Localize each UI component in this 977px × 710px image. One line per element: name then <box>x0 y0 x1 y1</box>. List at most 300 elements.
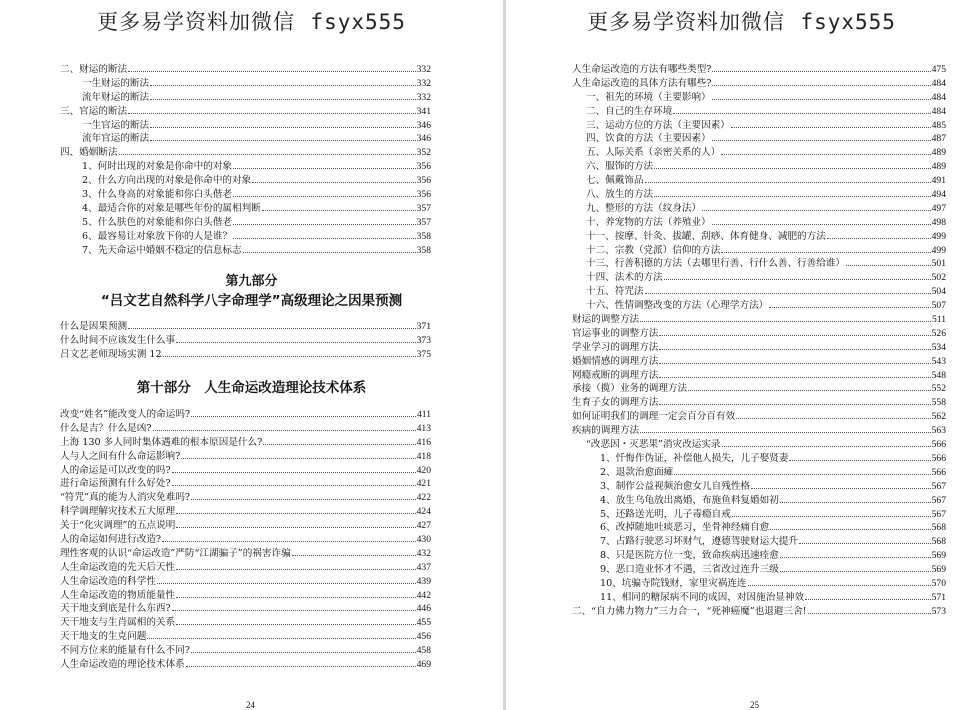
toc-entry-title: 2、什么方向出现的对象是你命中的对象 <box>82 175 252 187</box>
toc-entry <box>572 452 946 466</box>
toc-section-methods <box>572 63 946 619</box>
toc-entry <box>60 477 431 491</box>
dot-leader <box>150 127 415 128</box>
toc-entry-title: 二、自己的生存环境 <box>586 105 673 117</box>
toc-entry-page: 358 <box>416 244 431 256</box>
toc-section-part10 <box>60 408 431 672</box>
toc-entry-page: 357 <box>416 202 431 214</box>
toc-entry <box>572 174 946 188</box>
dot-leader <box>654 196 930 197</box>
toc-entry <box>60 216 431 230</box>
toc-entry <box>60 202 431 216</box>
dot-leader <box>150 140 415 141</box>
toc-entry <box>60 244 431 258</box>
dot-leader <box>128 71 415 72</box>
toc-entry <box>572 188 946 202</box>
toc-entry-page: 498 <box>931 216 946 228</box>
toc-entry <box>572 577 946 591</box>
toc-entry-page: 430 <box>416 534 431 546</box>
toc-entry-page: 446 <box>416 603 431 615</box>
toc-entry-page: 491 <box>931 175 946 187</box>
toc-entry-page: 356 <box>416 189 431 201</box>
dot-leader <box>162 541 416 542</box>
toc-entry <box>572 591 946 605</box>
toc-entry <box>60 188 431 202</box>
dot-leader <box>172 472 416 473</box>
toc-entry-page: 411 <box>416 409 431 420</box>
dot-leader <box>191 499 416 500</box>
toc-entry <box>572 160 946 174</box>
toc-entry-title: 理性客观的认识“命运改造”严防“江湖骗子”的祸害诈骗 <box>60 547 291 559</box>
dot-leader <box>147 638 415 639</box>
dot-leader <box>664 279 931 280</box>
dot-leader <box>176 569 415 570</box>
dot-leader <box>827 238 931 239</box>
toc-entry-page: 484 <box>931 77 946 89</box>
toc-entry <box>572 132 946 146</box>
dot-leader <box>252 182 415 183</box>
toc-entry-page: 499 <box>931 244 946 256</box>
toc-entry-title: 人与人之间有什么命运影响? <box>60 450 181 462</box>
toc-entry <box>572 424 946 438</box>
toc-entry <box>572 327 946 341</box>
dot-leader <box>128 328 415 329</box>
toc-entry-title: 三、官运的断法 <box>60 105 128 117</box>
toc-entry-page: 566 <box>931 466 946 478</box>
toc-entry-title: 人生命运改造的理论技术体系 <box>60 659 185 671</box>
toc-entry <box>572 77 946 91</box>
toc-entry <box>572 521 946 535</box>
toc-section-part9 <box>60 320 431 362</box>
toc-entry-title: 5、什么肤色的对象能和你白头偕老 <box>82 216 233 228</box>
dot-leader <box>659 377 930 378</box>
toc-entry-title: 6、改掉随地吐痰恶习，坐骨神经痛自愈 <box>600 522 770 534</box>
toc-entry-page: 568 <box>931 536 946 548</box>
toc-entry-title: 一生官运的断法 <box>82 119 150 131</box>
toc-entry-title: 吕文艺老师现场实测 12 <box>60 348 162 360</box>
toc-entry-page: 416 <box>416 436 431 448</box>
toc-entry <box>60 464 431 478</box>
toc-entry-page: 567 <box>931 508 946 520</box>
dot-leader <box>712 224 931 225</box>
dot-leader <box>263 444 415 445</box>
toc-entry-title: 十六、性情调整改变的方法（心理学方法） <box>586 300 769 312</box>
dot-leader <box>233 224 416 225</box>
dot-leader <box>659 363 930 364</box>
toc-entry-page: 422 <box>416 492 431 504</box>
dot-leader <box>673 113 930 114</box>
dot-leader <box>128 113 415 114</box>
toc-entry-title: 5、还路送光明，儿子毒瘾自戒 <box>600 508 731 520</box>
dot-leader <box>808 613 931 614</box>
toc-entry-page: 487 <box>931 133 946 145</box>
toc-entry-title: 关于“化灾调理”的五点说明 <box>60 520 176 532</box>
toc-entry <box>60 616 431 630</box>
toc-entry <box>572 119 946 133</box>
toc-entry <box>60 146 431 160</box>
toc-entry-title: 人生命运改造的具体方法有哪些? <box>572 77 712 89</box>
toc-entry <box>60 334 431 348</box>
toc-entry-page: 332 <box>416 64 431 75</box>
toc-entry <box>60 519 431 533</box>
dot-leader <box>176 624 415 625</box>
toc-entry-page: 552 <box>931 383 946 395</box>
toc-entry <box>572 438 946 452</box>
toc-entry-title: 1、忏悔作伪证，补偿他人损失，儿子娶贤妻 <box>600 452 789 464</box>
toc-entry-title: 天干地支与生肖属相的关系 <box>60 617 176 629</box>
toc-entry <box>60 63 431 77</box>
toc-entry-title: 十五、符咒法 <box>586 286 644 298</box>
dot-leader <box>659 335 930 336</box>
dot-leader <box>805 599 931 600</box>
toc-entry-page: 371 <box>416 321 431 332</box>
toc-entry-title: 4、放生乌龟放出离婚，布施鱼料复婚如初 <box>600 494 779 506</box>
dot-leader <box>233 196 416 197</box>
toc-entry-title: 十、养宠物的方法（养殖业） <box>586 216 711 228</box>
toc-entry-title: 上海 130 多人同时集体遇难的根本原因是什么? <box>60 436 263 448</box>
toc-entry-page: 469 <box>416 659 431 671</box>
toc-entry-title: 人的命运如何进行改造? <box>60 534 162 546</box>
toc-entry-page: 534 <box>931 341 946 353</box>
toc-entry-page: 511 <box>931 314 946 326</box>
toc-entry-page: 484 <box>931 91 946 103</box>
toc-entry-page: 420 <box>416 464 431 476</box>
toc-entry <box>572 299 946 313</box>
toc-entry-page: 558 <box>931 397 946 409</box>
toc-entry <box>572 396 946 410</box>
toc-entry <box>60 348 431 362</box>
toc-entry-page: 562 <box>931 411 946 423</box>
dot-leader <box>712 140 931 141</box>
toc-entry-page: 332 <box>416 91 431 103</box>
toc-entry-title: 六、服饰的方法 <box>586 161 654 173</box>
toc-entry-title: 7、先天命运中婚姻不稳定的信息标志 <box>82 244 242 256</box>
toc-entry-page: 357 <box>416 216 431 228</box>
toc-entry-title: “符咒”真的能为人消灾免难吗? <box>60 492 191 504</box>
toc-entry <box>572 313 946 327</box>
toc-entry-title: 6、最容易让对象放下你的人是谁？ <box>82 230 233 242</box>
toc-entry-page: 358 <box>416 230 431 242</box>
toc-entry <box>572 285 946 299</box>
toc-entry <box>60 436 431 450</box>
toc-entry-title: 人生命运改造的科学性 <box>60 575 156 587</box>
toc-entry-title: 流年官运的断法 <box>82 133 150 145</box>
toc-entry-title: 人生命运改造的先天后天性 <box>60 561 176 573</box>
toc-entry-title: 7、占路行驶恶习坏财气，遵德驾驶财运大提升 <box>600 536 798 548</box>
toc-entry-title: 十二、宗教（党派）信仰的方法 <box>586 244 721 256</box>
dot-leader <box>262 210 416 211</box>
dot-leader <box>640 321 931 322</box>
header-wechat-id: fsyx555 <box>800 10 896 34</box>
toc-entry-title: 人的命运是可以改变的吗? <box>60 464 171 476</box>
toc-entry <box>572 105 946 119</box>
dot-leader <box>153 430 416 431</box>
toc-entry-title: 婚姻情感的调理方法 <box>572 355 659 367</box>
toc-entry-title: 3、制作公益视频治愈女儿自残性格 <box>600 480 751 492</box>
header-text: 更多易学资料加微信 <box>587 10 786 34</box>
toc-entry <box>60 132 431 146</box>
dot-leader <box>186 666 416 667</box>
dot-leader <box>176 527 415 528</box>
dot-leader <box>157 583 416 584</box>
toc-entry-title: 天干地支到底是什么东西? <box>60 603 171 615</box>
dot-leader <box>176 513 415 514</box>
dot-leader <box>150 85 415 86</box>
toc-entry-page: 458 <box>416 645 431 657</box>
toc-entry-title: 11、相同的糖尿病不同的成因，对因施治显神效 <box>600 591 805 603</box>
toc-entry <box>572 91 946 105</box>
toc-entry-page: 570 <box>931 577 946 589</box>
toc-entry <box>60 450 431 464</box>
dot-leader <box>172 485 416 486</box>
dot-leader <box>659 349 930 350</box>
page-number-left: 24 <box>246 700 255 710</box>
left-page-header <box>0 6 503 36</box>
toc-entry-title: 财运的调整方法 <box>572 314 640 326</box>
toc-entry-page: 484 <box>931 105 946 117</box>
dot-leader <box>163 356 416 357</box>
right-page-header <box>506 6 977 36</box>
toc-entry <box>572 508 946 522</box>
toc-entry-page: 501 <box>931 258 946 270</box>
toc-entry <box>572 257 946 271</box>
toc-entry-title: 网瘾戒断的调理方法 <box>572 369 659 381</box>
toc-entry-page: 346 <box>416 119 431 131</box>
toc-entry-title: 3、什么身高的对象能和你白头偕老 <box>82 189 233 201</box>
dot-leader <box>176 597 415 598</box>
toc-entry <box>60 644 431 658</box>
toc-entry <box>572 271 946 285</box>
toc-entry <box>572 216 946 230</box>
toc-entry-page: 424 <box>416 506 431 518</box>
dot-leader <box>191 416 416 417</box>
dot-leader <box>712 71 930 72</box>
toc-entry-title: 二、“自力佛力物力”三力合一，“死神癌魔”也退避三舍! <box>572 605 807 617</box>
toc-entry <box>572 410 946 424</box>
dot-leader <box>688 390 930 391</box>
toc-entry-title: 一、祖先的环境（主要影响） <box>586 91 711 103</box>
toc-entry <box>60 422 431 436</box>
dot-leader <box>770 529 930 530</box>
toc-entry <box>60 408 431 422</box>
dot-leader <box>736 418 931 419</box>
toc-entry <box>60 602 431 616</box>
toc-entry-title: 流年财运的断法 <box>82 91 150 103</box>
part10-title: 第十部分 人生命运改造理论技术体系 <box>136 380 367 396</box>
dot-leader <box>640 432 930 433</box>
toc-entry <box>572 563 946 577</box>
toc-entry-title: “改恶因・灭恶果”消灾改运实录 <box>586 439 721 451</box>
dot-leader <box>712 99 931 100</box>
toc-entry-page: 494 <box>931 189 946 201</box>
dot-leader <box>748 585 931 586</box>
toc-entry-page: 526 <box>931 327 946 339</box>
toc-entry <box>572 230 946 244</box>
toc-entry-title: 四、饮食的方法（主要因素） <box>586 133 711 145</box>
toc-entry-title: 8、只是医院方位一变，致命疾病迅速痊愈 <box>600 550 779 562</box>
toc-entry-title: 什么时间不应该发生什么事 <box>60 334 176 346</box>
toc-entry-page: 504 <box>931 286 946 298</box>
toc-entry-page: 568 <box>931 522 946 534</box>
dot-leader <box>789 460 930 461</box>
toc-entry-page: 413 <box>416 422 431 434</box>
toc-entry <box>60 658 431 672</box>
toc-entry-page: 497 <box>931 202 946 214</box>
dot-leader <box>769 307 930 308</box>
toc-entry <box>60 575 431 589</box>
dot-leader <box>731 127 931 128</box>
toc-entry-page: 475 <box>931 64 946 75</box>
toc-entry <box>572 466 946 480</box>
toc-entry-page: 507 <box>931 300 946 312</box>
toc-entry <box>60 505 431 519</box>
toc-entry-page: 418 <box>416 450 431 462</box>
toc-entry <box>572 605 946 619</box>
dot-leader <box>780 502 931 503</box>
toc-entry-page: 373 <box>416 334 431 346</box>
toc-entry-page: 332 <box>416 77 431 89</box>
toc-entry-page: 421 <box>416 478 431 490</box>
toc-entry <box>572 341 946 355</box>
dot-leader <box>654 168 930 169</box>
toc-entry-title: 人生命运改造的方法有哪些类型? <box>572 64 712 75</box>
dot-leader <box>846 265 931 266</box>
header-text: 更多易学资料加微信 <box>97 10 296 34</box>
toc-entry-page: 567 <box>931 480 946 492</box>
toc-entry-title: 科学调理解灾技术五大原理 <box>60 506 176 518</box>
toc-entry-title: 官运事业的调整方法 <box>572 327 659 339</box>
toc-entry <box>60 91 431 105</box>
toc-entry <box>60 547 431 561</box>
toc-entry <box>60 160 431 174</box>
toc-entry <box>572 494 946 508</box>
toc-entry-title: 什么是因果预测 <box>60 321 128 332</box>
toc-entry-page: 455 <box>416 617 431 629</box>
toc-entry-page: 375 <box>416 348 431 360</box>
toc-entry-title: 学业学习的调理方法 <box>572 341 659 353</box>
toc-entry-page: 502 <box>931 272 946 284</box>
toc-entry-title: 生育子女的调理方法 <box>572 397 659 409</box>
toc-entry <box>60 230 431 244</box>
toc-entry-page: 573 <box>931 605 946 617</box>
toc-entry-page: 567 <box>931 494 946 506</box>
toc-entry-title: 八、放生的方法 <box>586 189 654 201</box>
toc-entry-page: 566 <box>931 452 946 464</box>
dot-leader <box>780 557 931 558</box>
toc-entry-title: 七、佩戴饰品 <box>586 175 644 187</box>
toc-entry <box>60 491 431 505</box>
toc-entry <box>572 202 946 216</box>
toc-entry <box>60 174 431 188</box>
toc-entry-title: 什么是吉？什么是凶? <box>60 422 152 434</box>
dot-leader <box>233 168 416 169</box>
toc-entry-title: 2、退款治愈面瘫 <box>600 466 674 478</box>
dot-leader <box>645 182 931 183</box>
toc-entry-page: 437 <box>416 561 431 573</box>
toc-entry-page: 489 <box>931 147 946 159</box>
toc-entry-title: 五、人际关系（亲密关系的人） <box>586 147 721 159</box>
dot-leader <box>780 571 931 572</box>
toc-entry <box>60 589 431 603</box>
dot-leader <box>243 252 416 253</box>
toc-entry-title: 10、坑骗寺院钱财，家里灾祸连连 <box>600 577 747 589</box>
toc-entry-title: 承接（揽）业务的调理方法 <box>572 383 688 395</box>
toc-entry-page: 489 <box>931 161 946 173</box>
toc-entry-title: 不同方位来的能量有什么不同? <box>60 645 190 657</box>
toc-entry <box>60 77 431 91</box>
toc-entry-title: 人生命运改造的物质能量性 <box>60 589 176 601</box>
toc-entry <box>60 105 431 119</box>
right-page <box>506 0 977 710</box>
toc-entry-page: 543 <box>931 355 946 367</box>
toc-entry-title: 9、恶口造业怀才不遇，三省改过连升三级 <box>600 564 779 576</box>
dot-leader <box>751 488 931 489</box>
dot-leader <box>191 652 416 653</box>
toc-entry-page: 569 <box>931 564 946 576</box>
toc-entry-page: 356 <box>416 175 431 187</box>
toc-entry-page: 548 <box>931 369 946 381</box>
toc-entry-page: 442 <box>416 589 431 601</box>
toc-entry-page: 571 <box>931 591 946 603</box>
toc-entry-title: 一生财运的断法 <box>82 77 150 89</box>
toc-entry-page: 569 <box>931 550 946 562</box>
toc-entry-page: 566 <box>931 439 946 451</box>
page-number-right: 25 <box>750 700 759 710</box>
dot-leader <box>659 404 930 405</box>
toc-entry-title: 1、何时出现的对象是你命中的对象 <box>82 161 233 173</box>
toc-entry-page: 356 <box>416 161 431 173</box>
dot-leader <box>176 342 415 343</box>
toc-entry-page: 563 <box>931 425 946 437</box>
toc-entry <box>572 549 946 563</box>
toc-entry <box>60 119 431 133</box>
toc-entry-title: 二、财运的断法 <box>60 64 128 75</box>
toc-entry <box>572 244 946 258</box>
dot-leader <box>721 154 930 155</box>
toc-entry-title: 十三、行善积德的方法（去哪里行善、行什么善、行善给谁） <box>586 258 846 270</box>
dot-leader <box>119 154 416 155</box>
dot-leader <box>645 293 931 294</box>
toc-entry-page: 341 <box>416 105 431 117</box>
toc-entry-page: 439 <box>416 575 431 587</box>
dot-leader <box>233 238 416 239</box>
toc-entry <box>572 480 946 494</box>
dot-leader <box>732 516 931 517</box>
dot-leader <box>721 252 930 253</box>
dot-leader <box>292 555 416 556</box>
toc-entry <box>572 369 946 383</box>
toc-entry-title: 4、最适合你的对象是哪些年份的属相判断 <box>82 202 261 214</box>
toc-entry-title: 改变“姓名”能改变人的命运吗? <box>60 409 191 420</box>
toc-entry <box>572 535 946 549</box>
toc-section-fortune <box>60 63 431 257</box>
toc-entry-page: 456 <box>416 631 431 643</box>
toc-entry-title: 天干地支的生克问题 <box>60 631 147 643</box>
toc-entry-title: 三、运动方位的方法（主要因素） <box>586 119 730 131</box>
dot-leader <box>799 543 931 544</box>
dot-leader <box>674 474 930 475</box>
part9-title: 第九部分 <box>225 274 278 289</box>
toc-entry <box>60 630 431 644</box>
toc-entry-page: 346 <box>416 133 431 145</box>
part9-subtitle: “吕文艺自然科学八字命理学”高级理论之因果预测 <box>100 293 403 309</box>
toc-entry-title: 疾病的调理方法 <box>572 425 640 437</box>
dot-leader <box>702 210 930 211</box>
toc-entry-title: 十四、法术的方法 <box>586 272 663 284</box>
toc-entry <box>572 382 946 396</box>
toc-entry-title: 进行命运预测有什么好处? <box>60 478 171 490</box>
toc-entry <box>60 320 431 334</box>
